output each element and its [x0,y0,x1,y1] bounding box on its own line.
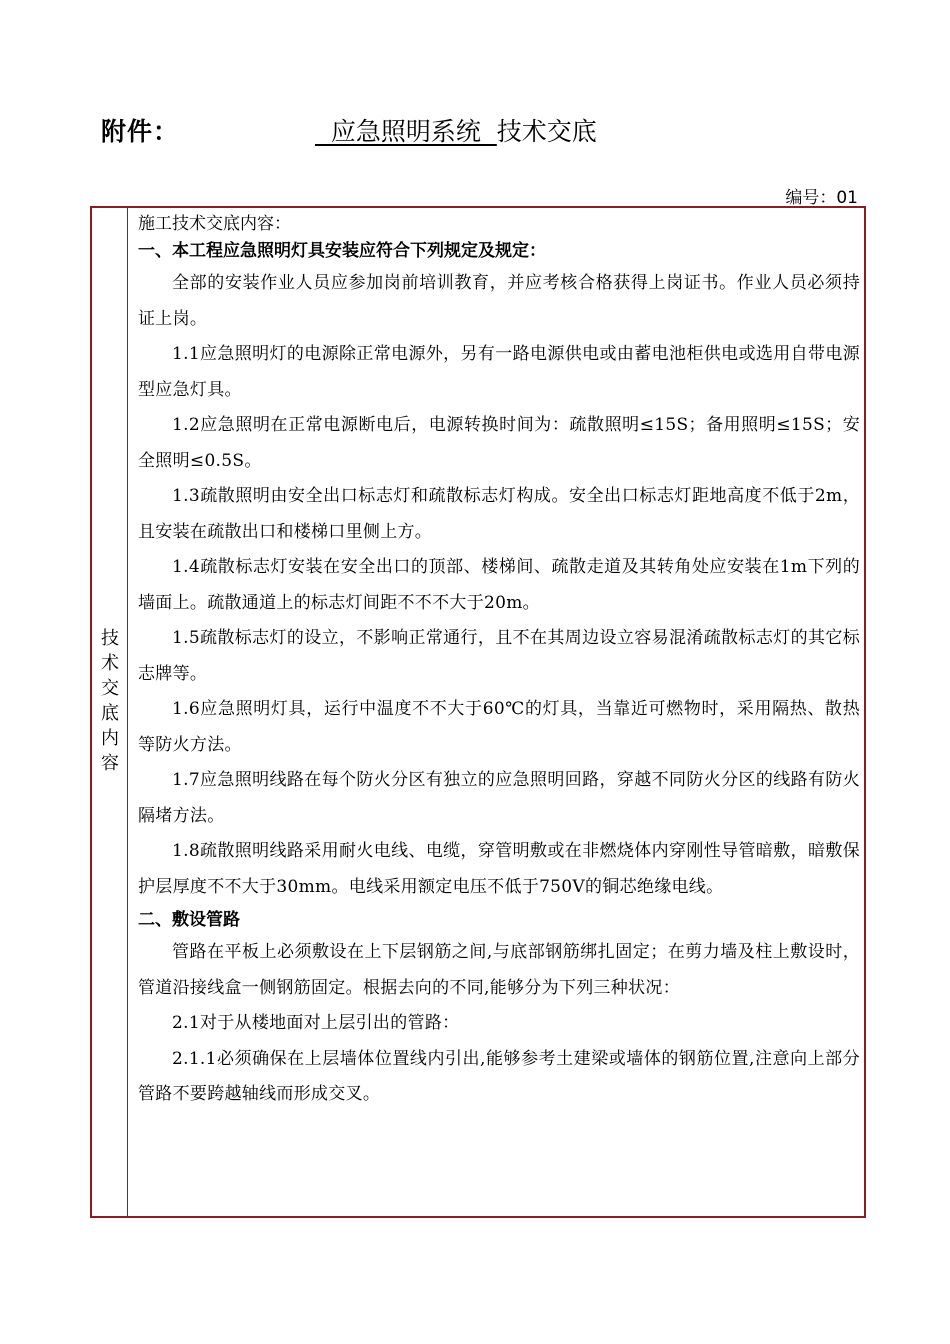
paragraph: 2.1.1必须确保在上层墙体位置线内引出,能够参考土建梁或墙体的钢筋位置,注意向上部分管路不要跨越轴线而形成交叉。 [138,1048,860,1104]
title-rest: 技术交底 [496,117,597,146]
paragraph: 1.7应急照明线路在每个防火分区有独立的应急照明回路，穿越不同防火分区的线路有防火隔堵方法。 [138,770,860,826]
section-1-heading: 一、本工程应急照明灯具安装应符合下列规定及规定： [138,241,546,261]
paragraph: 1.6应急照明灯具，运行中温度不不大于60℃的灯具，当靠近可燃物时，采用隔热、散热等防火方法。 [138,699,860,755]
side-label-column [92,208,128,1216]
document-number: 编号：01 [785,188,858,208]
paragraph: 1.2应急照明在正常电源断电后，电源转换时间为：疏散照明≤15S；备用照明≤15S；安全照明≤0.5S。 [138,415,860,471]
title-row [0,112,950,152]
attachment-label: 附件： [101,117,180,146]
side-label-char: 底 [101,703,119,724]
side-label-char: 技 [101,628,119,649]
paragraph: 2.1对于从楼地面对上层引出的管路： [172,1013,460,1033]
disclosure-table [90,206,866,1218]
paragraph: 1.3疏散照明由安全出口标志灯和疏散标志灯构成。安全出口标志灯距地高度不低于2m，且安装在疏散出口和楼梯口里侧上方。 [138,486,860,542]
side-label-char: 交 [101,678,119,699]
content-cell [138,212,860,1113]
paragraph: 1.5疏散标志灯的设立，不影响正常通行，且不在其周边设立容易混淆疏散标志灯的其它标志牌等。 [138,628,860,684]
section-2-heading: 二、敷设管路 [138,910,240,930]
document-title [315,112,597,148]
paragraph: 1.8疏散照明线路采用耐火电线、电缆，穿管明敷或在非燃烧体内穿刚性导管暗敷，暗敷保护层厚度不不大于30mm。电线采用额定电压不低于750V的铜芯绝缘电线。 [138,841,860,897]
content-intro: 施工技术交底内容： [138,214,291,234]
paragraph: 1.1应急照明灯的电源除正常电源外，另有一路电源供电或由蓄电池柜供电或选用自带电源型应急灯具。 [138,344,860,400]
paragraph: 1.4疏散标志灯安装在安全出口的顶部、楼梯间、疏散走道及其转角处应安装在1m下列的墙面上。疏散通道上的标志灯间距不不不大于20m。 [138,557,860,613]
side-label [92,626,128,776]
title-underlined: 应急照明系统 [315,117,497,146]
side-label-char: 术 [101,653,119,674]
side-label-char: 容 [101,753,119,774]
paragraph: 全部的安装作业人员应参加岗前培训教育，并应考核合格获得上岗证书。作业人员必须持证上岗。 [138,273,860,329]
paragraph: 管路在平板上必须敷设在上下层钢筋之间,与底部钢筋绑扎固定；在剪力墙及柱上敷设时，管道沿接线盒一侧钢筋固定。根据去向的不同,能够分为下列三种状况： [138,942,860,998]
side-label-char: 内 [101,728,119,749]
